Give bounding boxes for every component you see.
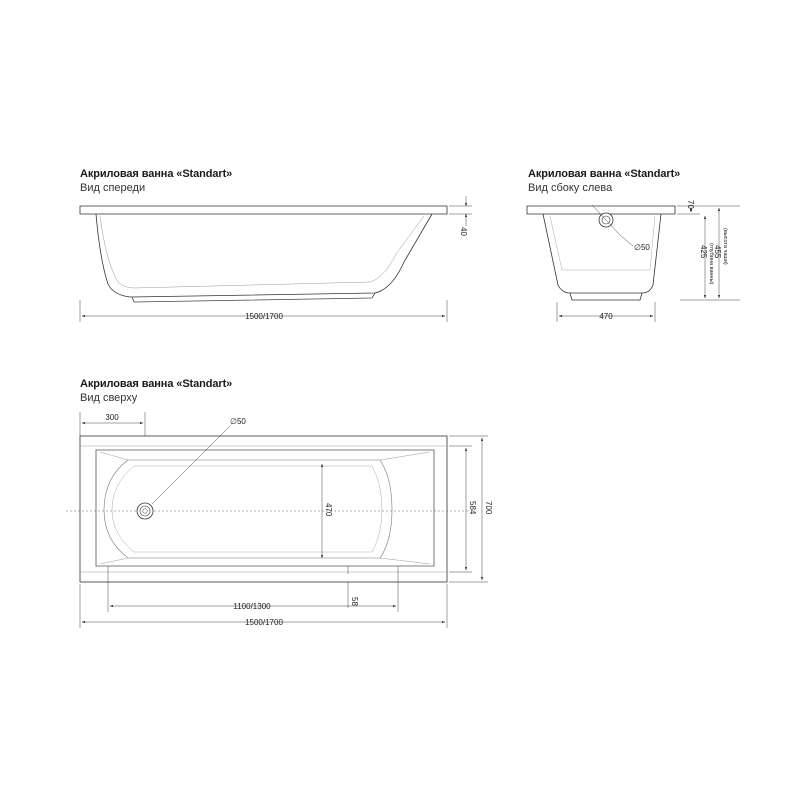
front-dimension-lines [80, 196, 472, 322]
top-inner-width-label: 470 [324, 503, 333, 517]
side-height-label: 455 [713, 245, 722, 259]
side-height-note: (высота чаши) [722, 228, 728, 265]
side-view-title: Акриловая ванна «Standart» [528, 168, 681, 180]
top-inner-length-label: 1100/1300 [233, 602, 271, 611]
top-view-title: Акриловая ванна «Standart» [80, 378, 233, 390]
front-view-title: Акриловая ванна «Standart» [80, 168, 233, 180]
top-drain-label: ∅50 [230, 417, 246, 426]
top-total-width-label: 700 [484, 501, 493, 515]
side-depth-label: 425 [699, 245, 708, 259]
side-width-label: 470 [599, 312, 613, 321]
front-length-label: 1500/1700 [245, 312, 283, 321]
top-total-length-label: 1500/1700 [245, 618, 283, 627]
front-rim-height-label: 40 [459, 227, 468, 236]
top-view-subtitle: Вид сверху [80, 392, 138, 404]
front-view-subtitle: Вид спереди [80, 182, 146, 194]
top-edge-label: 58 [350, 597, 359, 606]
side-rim-label: 70 [686, 200, 695, 209]
side-depth-note: (глубина ванны) [708, 243, 714, 285]
top-view-drawing [80, 436, 447, 582]
top-drain-offset-label: 300 [105, 413, 119, 422]
top-bowl-width-label: 584 [468, 501, 477, 515]
side-view-subtitle: Вид сбоку слева [528, 182, 613, 194]
side-drain-label: ∅50 [634, 243, 650, 252]
front-view-drawing [80, 206, 447, 302]
